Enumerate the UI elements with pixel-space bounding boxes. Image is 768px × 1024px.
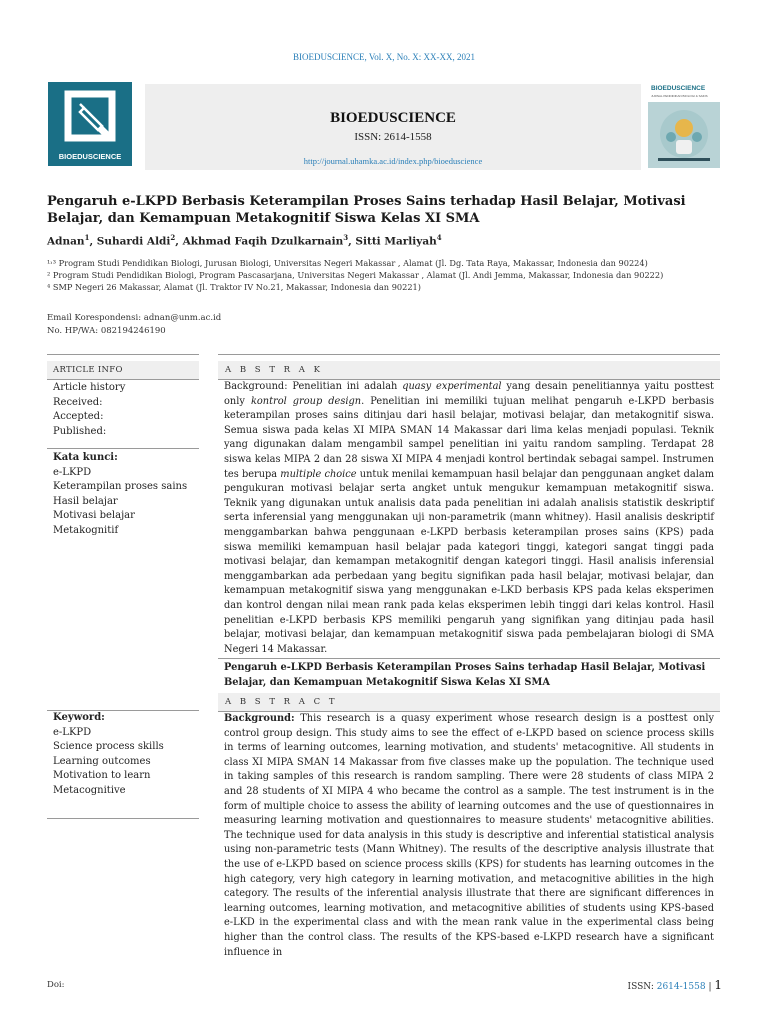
abstrak-text: yang desain penelitiannya yaitu posttest only: [224, 381, 714, 407]
accepted-label: Accepted:: [53, 411, 104, 423]
abstract-paragraph: [224, 712, 714, 960]
author-name: Sitti Marliyah: [355, 235, 437, 248]
abstrak-heading: A B S T R A K: [225, 365, 323, 375]
published-label: Published:: [53, 425, 107, 437]
corresponding-phone: No. HP/WA: 082194246190: [47, 326, 166, 336]
author-sup: 4: [436, 233, 442, 242]
english-title: Pengaruh e-LKPD Berbasis Keterampilan Proses Sains terhadap Hasil Belajar, Motivasi Belajar, dan Kemampuan Metakognitif Siswa Kelas XI SMA: [224, 662, 706, 688]
cover-subtitle: JURNAL PENDIDIKAN BIOLOGI & SAINS: [651, 94, 708, 98]
divider: [47, 818, 199, 819]
affiliation: ⁴ SMP Negeri 26 Makassar, Alamat (Jl. Traktor IV No.21, Makassar, Indonesia dan 90221): [47, 282, 421, 292]
footer-issn-value: 2614-1558: [656, 982, 706, 992]
journal-logo: [48, 82, 132, 166]
affiliation: ¹˒³ Program Studi Pendidikan Biologi, Jurusan Biologi, Universitas Negeri Makassar , Alamat (Jl. Dg. Tata Raya, Makassar, Indonesia dan 90224): [47, 258, 648, 268]
keyword-item: Hasil belajar: [53, 495, 118, 507]
article-info-heading: ARTICLE INFO: [53, 365, 123, 375]
keyword-list: [53, 711, 164, 799]
cover-title: BIOEDUSCIENCE: [651, 85, 706, 92]
abstract-text: This research is a quasy experiment whose research design is a posttest only control group design. This study aims to see the effect of e-LKPD based on science process skills in terms of learning outcomes, learning motivation, and students' metacognitive. All students in class XI MIPA SMAN 14 Makassar from five classes make up the population. The technique used in taking samples of this research is random sampling. There were 28 students of class MIPA 2 and 28 students of XI MIPA 4 who became the control as a sample. The test instrument is in the form of multiple choice to assess the ability of learning outcomes and the use of questionnaires in measuring learning motivation and questionnaires to measure students' metacognitive abilities. The technique used for data analysis in this study is descriptive and inferential statistical analysis using non-parametric tests (Mann Whitney). The results of the descriptive analysis illustrate that the use of e-LKPD based on science process skills (KPS) for students has learning outcomes in the high category, very high category in learning motivation, and metacognitive abilities in the high category. The results of the inferential analysis illustrate that there are significant differences in learning outcomes, learning motivation, and metacognitive abilities of students using KPS-based e-LKD in the experimental class and with the mean rank value in the experimental class being higher than the control class. The results of the KPS-based e-LKPD research have a significant influence in: [224, 713, 714, 958]
abstrak-header: [218, 361, 720, 380]
keyword-item: Learning outcomes: [53, 755, 151, 767]
article-history: [53, 381, 125, 439]
keyword-item: Keterampilan proses sains: [53, 481, 188, 493]
doi-label: Doi:: [47, 980, 65, 990]
abstract-header: [218, 693, 720, 712]
author-name: Adnan: [47, 235, 85, 248]
abstrak-italic: kontrol group design: [250, 395, 362, 407]
abstrak-paragraph: [224, 380, 714, 657]
running-header: BIOEDUSCIENCE, Vol. X, No. X: XX-XX, 2021: [293, 52, 475, 62]
author-sup: 2: [170, 233, 176, 242]
author-name: Suhardi Aldi: [96, 235, 171, 248]
keyword-item: Motivation to learn: [53, 770, 151, 782]
journal-issn: ISSN: 2614-1558: [354, 131, 432, 143]
author-sup: 3: [343, 233, 349, 242]
abstrak-text: . Penelitian ini memiliki tujuan melihat pengaruh e-LKPD berbasis keterampilan proses sains ditinjau dari hasil belajar, motivasi belajar, dan metakognitif siswa. Semua siswa pada kelas XI MIPA SMAN 14 Makassar dari lima kelas menjadi populasi. Teknik yang digunakan dalam mengambil sampel penelitian ini yaitu random sampling. Terdapat 28 siswa kelas MIPA 2 dan 28 siswa XI MIPA 4 menjadi kontrol bertindak sebagai sampel. Instrumen tes berupa: [224, 395, 714, 480]
logo-text: BIOEDUSCIENCE: [58, 152, 122, 161]
journal-name: BIOEDUSCIENCE: [330, 110, 456, 126]
author-name: Akhmad Faqih Dzulkarnain: [182, 235, 344, 248]
abstrak-text: Background: Penelitian ini adalah: [224, 381, 403, 392]
keyword-item: Metacognitive: [53, 784, 126, 796]
keyword-item: Motivasi belajar: [53, 510, 135, 522]
footer-issn: ISSN: 2614-1558 | 1: [627, 978, 722, 992]
article-title: Pengaruh e-LKPD Berbasis Keterampilan Proses Sains terhadap Hasil Belajar, Motivasi Belajar, dan Kemampuan Metakognitif Siswa Kelas XI SMA: [47, 194, 686, 226]
keyword-label: Keyword:: [53, 712, 105, 723]
divider: [47, 448, 199, 449]
divider: [218, 658, 720, 659]
abstrak-italic: multiple choice: [280, 468, 357, 480]
abstract-lead: Background:: [224, 713, 295, 724]
article-info-header: [47, 361, 199, 380]
kata-kunci-list: [53, 451, 187, 539]
received-label: Received:: [53, 396, 103, 408]
author-list: Adnan$^1$, Suhardi Aldi$^2$, Akhmad Faqih Dzulkarnain$^3$, Sitti Marliyah$^4$: [47, 233, 442, 248]
journal-cover-thumbnail: [648, 82, 720, 168]
corresponding-email: Email Korespondensi: adnan@unm.ac.id: [47, 313, 222, 323]
keyword-item: e-LKPD: [53, 466, 92, 478]
affiliation: ² Program Studi Pendidikan Biologi, Program Pascasarjana, Universitas Negeri Makassar , Alamat (Jl. Andi Jemma, Makassar, Indonesia dan 90222): [47, 270, 664, 280]
abstrak-italic: quasy experimental: [402, 381, 502, 392]
cover-illustration-icon: [654, 104, 714, 164]
keyword-item: e-LKPD: [53, 726, 92, 738]
divider: [218, 354, 720, 355]
abstrak-text: untuk menilai kemampuan hasil belajar dan penggunaan angket dalam pengukuran motivasi belajar serta angket untuk mengukur kemampuan metakognitif siswa. Teknik yang digunakan untuk analisis data pada penelitian ini adalah analisis statistik deskriptif serta inferensial yang menggunakan uji non-parametrik (mann whitney). Hasil analisis deskriptif menggambarkan bahwa penggunaan e-LKPD berbasis keterampilan proses sains (KPS) pada siswa memiliki kemampuan hasil belajar pada kategori tinggi, kategori sangat tinggi pada motivasi belajar, dan kemampan metakognitif dengan kategori tinggi. Hasil analisis inferensial menggambarkan ada perbedaan yang begitu signifikan pada hasil belajar, motivasi belajar, dan kemampuan metakognitif siswa yang menggunakan e-LKD berbasis KPS pada kelas eksperimen dan kontrol dengan nilai mean rank pada kelas eksperimen lebih tinggi dari kelas kontrol. Hasil penelitian e-LKPD berbasis KPS memiliki pengaruh yang signifikan yang ditinjau pada hasil belajar, motivasi belajar, dan kemampuan metakognitif siswa pada pembelajaran biologi di SMA Negeri 14 Makassar.: [224, 468, 714, 655]
keyword-item: Metakognitif: [53, 524, 119, 536]
footer-issn-label: ISSN:: [627, 982, 657, 992]
author-sup: 1: [84, 233, 90, 242]
kata-kunci-label: Kata kunci:: [53, 452, 118, 463]
keyword-item: Science process skills: [53, 741, 164, 753]
abstract-heading: A B S T R A C T: [225, 697, 338, 707]
journal-url-link[interactable]: http://journal.uhamka.ac.id/index.php/bioeduscience: [303, 156, 483, 166]
divider: [47, 354, 199, 355]
history-label: Article history: [53, 382, 126, 393]
page-number: 1: [714, 978, 722, 992]
